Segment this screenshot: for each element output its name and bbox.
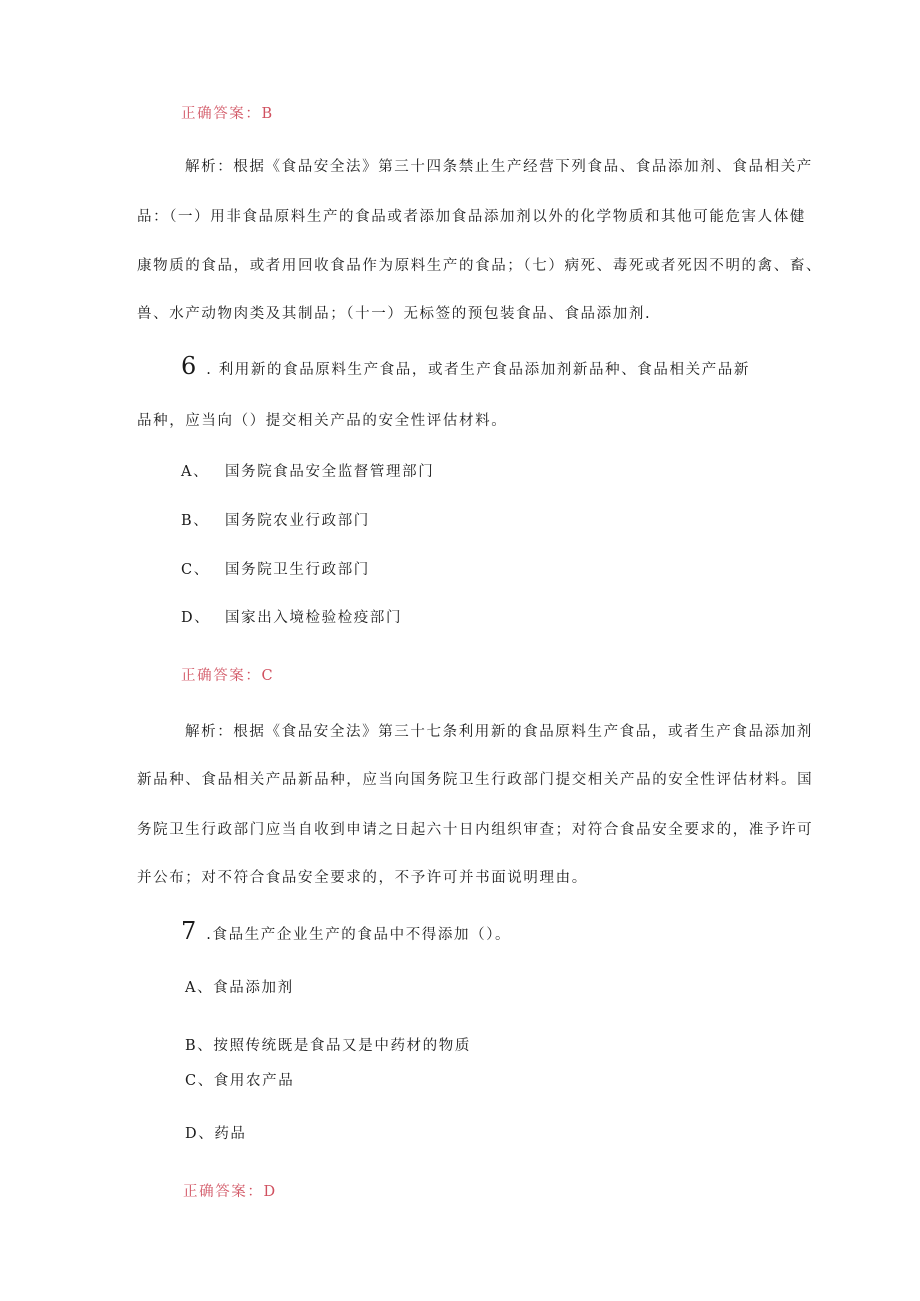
q7-stem	[181, 917, 511, 945]
q6-option-d	[181, 606, 402, 627]
q7-number: 7	[181, 917, 197, 945]
q6-explanation-line-2: 新品种、食品相关产品新品种，应当向国务院卫生行政部门提交相关产品的安全性评估材料。国	[137, 772, 814, 788]
q5-explanation-line-4: 兽、水产动物肉类及其制品；（十一）无标签的预包装食品、食品添加剂.	[137, 306, 652, 322]
q7-answer: 正确答案：D	[183, 1184, 277, 1200]
q6-option-b	[181, 509, 370, 530]
q7-option-a: A、食品添加剂	[185, 980, 294, 996]
q6-option-c	[181, 558, 370, 579]
q7-option-c: C、食用农产品	[185, 1073, 295, 1089]
q6-option-d-text: 国家出入境检验检疫部门	[225, 610, 403, 626]
q6-explanation-line-3: 务院卫生行政部门应当自收到申请之日起六十日内组织审查；对符合食品安全要求的，准予许可	[137, 822, 814, 838]
q5-explanation-line-1: 解析：根据《食品安全法》第三十四条禁止生产经营下列食品、食品添加剂、食品相关产	[185, 159, 813, 175]
q6-option-d-letter: D、	[181, 610, 211, 626]
q6-option-a-letter: A、	[181, 464, 210, 480]
q5-explanation-line-3: 康物质的食品，或者用回收食品作为原料生产的食品；（七）病死、毒死或者死因不明的禽、畜、	[137, 258, 823, 274]
q7-option-d: D、药品	[185, 1126, 247, 1142]
q6-option-b-text: 国务院农业行政部门	[225, 513, 370, 529]
q5-answer: 正确答案：B	[181, 106, 274, 122]
q6-option-a	[181, 460, 434, 481]
q6-stem-text-1: . 利用新的食品原料生产食品，或者生产食品添加剂新品种、食品相关产品新	[206, 362, 750, 378]
q6-option-c-letter: C、	[181, 562, 210, 578]
q7-stem-text: .食品生产企业生产的食品中不得添加（）。	[206, 927, 512, 943]
q6-number: 6	[181, 352, 197, 380]
q6-stem-line-1	[181, 352, 750, 380]
q6-explanation-line-1: 解析：根据《食品安全法》第三十七条利用新的食品原料生产食品，或者生产食品添加剂	[185, 724, 813, 740]
q6-stem-line-2: 品种，应当向（）提交相关产品的安全性评估材料。	[137, 413, 508, 429]
q6-option-b-letter: B、	[181, 513, 210, 529]
q6-answer: 正确答案：C	[181, 668, 275, 684]
q6-option-c-text: 国务院卫生行政部门	[225, 562, 370, 578]
q6-explanation-line-4: 并公布；对不符合食品安全要求的，不予许可并书面说明理由。	[137, 870, 588, 886]
q7-option-b: B、按照传统既是食品又是中药材的物质	[185, 1038, 471, 1054]
q6-option-a-text: 国务院食品安全监督管理部门	[225, 464, 435, 480]
q5-explanation-line-2: 品：（一）用非食品原料生产的食品或者添加食品添加剂以外的化学物质和其他可能危害人体健	[137, 209, 806, 225]
